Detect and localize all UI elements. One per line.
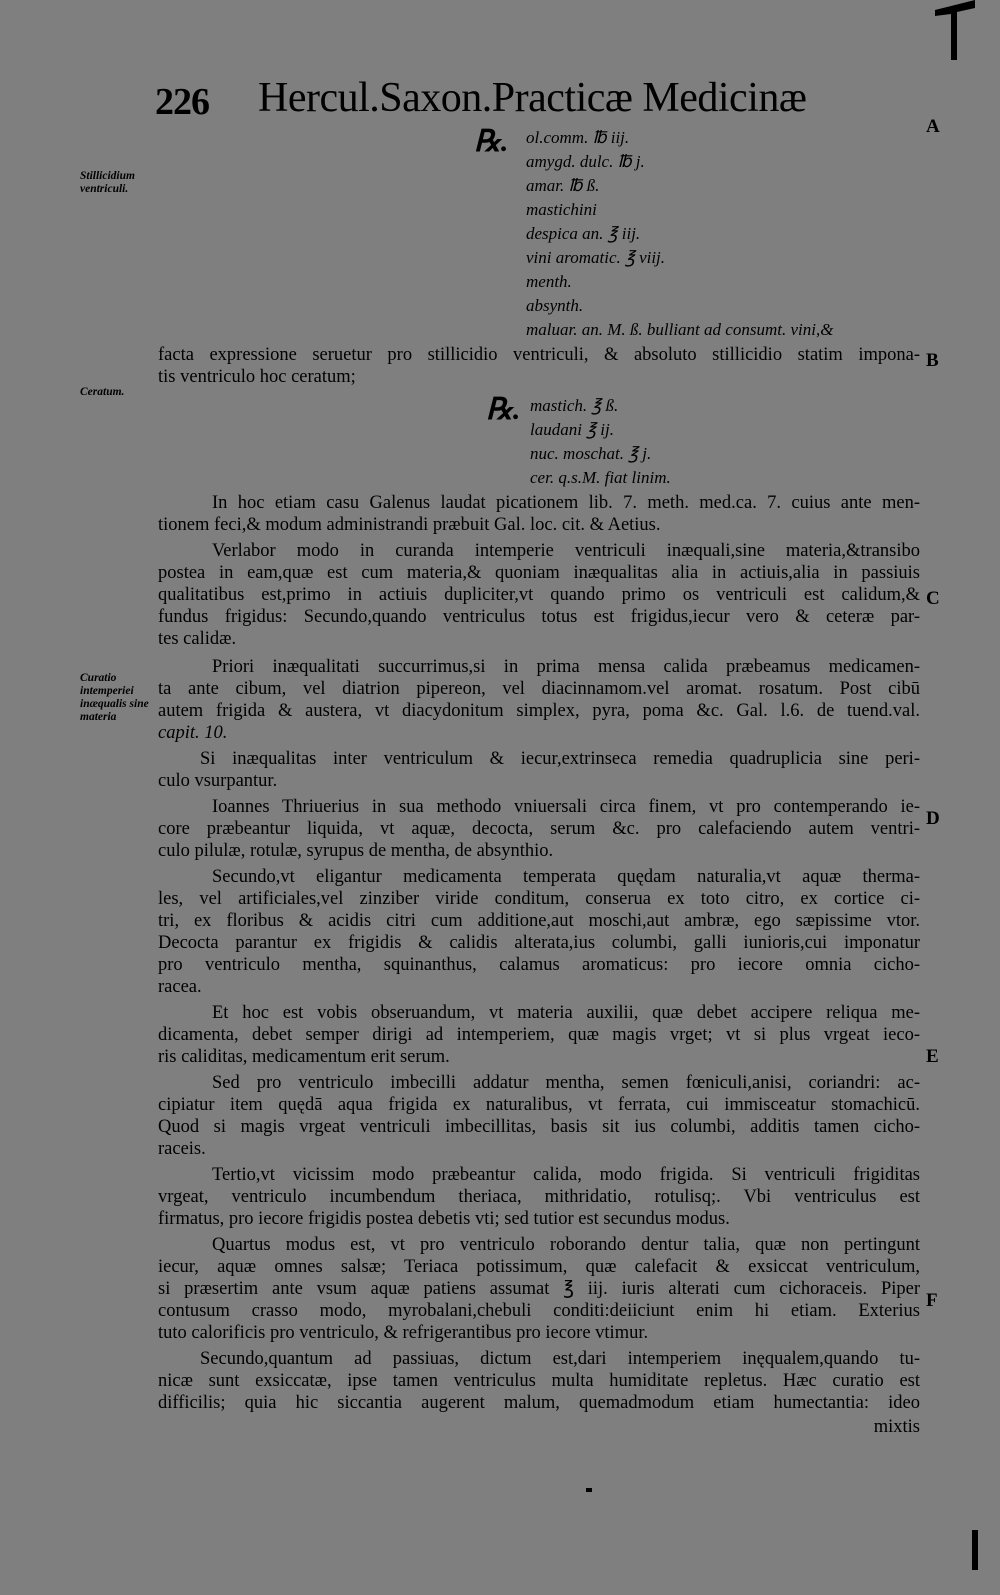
text-line: facta expressione seruetur pro stillicidio ventriculi, & absoluto stillicidio statim impona- <box>158 345 920 365</box>
recipe-ingredient: mastich. ℥ ß. <box>530 396 619 415</box>
text-line: culo vsurpantur. <box>158 771 278 791</box>
text-line: si præsertim ante vsum aquæ patiens assumat ℥ iij. iuris alterati cum cichoraceis. Piper <box>158 1279 920 1299</box>
text-line: tuto calorificis pro ventriculo, & refrigerantibus pro iecore vtimur. <box>158 1323 649 1343</box>
text-line: Secundo,vt eligantur medicamenta temperata quędam naturalia,vt aquæ therma- <box>212 867 920 887</box>
text-line: Decocta parantur ex frigidis & calidis alterata,ius columbi, galli iunioris,cui imponatur <box>158 933 920 953</box>
ink-speck <box>586 1488 592 1492</box>
recipe-ingredient: despica an. ℥ iij. <box>526 224 641 243</box>
text-line: core præbeantur liquida, vt aquæ, decocta, serum &c. pro calefaciendo autem ventri- <box>158 819 920 839</box>
text-line: Priori inæqualitati succurrimus,si in prima mensa calida præbeamus medicamen- <box>212 657 920 677</box>
recipe-ingredient: mastichini <box>526 200 597 219</box>
section-letter-e: E <box>926 1046 939 1067</box>
page-edge-mark <box>972 1530 978 1570</box>
text-line: capit. 10. <box>158 723 228 743</box>
recipe-ingredient: amar. ℔ ß. <box>526 176 600 195</box>
sidenote-curatio: Curatio intemperiei inæqualis sine materia <box>80 672 149 723</box>
running-title: Hercul.Saxon.Practicæ Medicinæ <box>258 75 807 121</box>
recipe-ingredient: vini aromatic. ℥ viij. <box>526 248 666 267</box>
recipe-ingredient: ol.comm. ℔ iij. <box>526 128 630 147</box>
text-line: ris caliditas, medicamentum erit serum. <box>158 1047 450 1067</box>
text-line: difficilis; quia hic siccantia augerent malum, quemadmodum etiam humectantia: ideo <box>158 1393 920 1413</box>
text-line: vrgeat, ventriculo incumbendum theriaca, mithridatio, rotulisq;. Vbi ventriculus est <box>158 1187 920 1207</box>
text-line: nicæ sunt exsiccatæ, ipse tamen ventriculus multa humiditate repletus. Hæc curatio est <box>158 1371 920 1391</box>
recipe-symbol: ℞. <box>486 393 521 426</box>
text-line: Sed pro ventriculo imbecilli addatur mentha, semen fœniculi,anisi, coriandri: ac- <box>212 1073 920 1093</box>
section-letter-b: B <box>926 350 939 371</box>
text-line: postea in eam,quæ est cum materia,& quoniam inæqualitas alia in actiuis,alia in passiuis <box>158 563 920 583</box>
catchword: mixtis <box>873 1417 920 1437</box>
recipe-ingredient: amygd. dulc. ℔ j. <box>526 152 645 171</box>
text-line: les, vel artificiales,vel zinziber viride conditum, conserua ex toto citro, ex cortice ci- <box>158 889 920 909</box>
page-number: 226 <box>155 81 209 123</box>
text-line: fundus frigidus: Secundo,quando ventriculus totus est frigidus,iecur vero & ceteræ par- <box>158 607 920 627</box>
ink-mark-corner <box>935 0 975 60</box>
text-line: tis ventriculo hoc ceratum; <box>158 367 356 387</box>
section-letter-d: D <box>926 808 940 829</box>
text-line: contusum crasso modo, myrobalani,chebuli conditi:deiiciunt enim hi etiam. Exterius <box>158 1301 920 1321</box>
recipe-ingredient: cer. q.s.M. fiat linim. <box>530 468 671 487</box>
text-line: In hoc etiam casu Galenus laudat picationem lib. 7. meth. med.ca. 7. cuius ante men- <box>212 493 920 513</box>
recipe-symbol: ℞. <box>474 125 509 158</box>
sidenote-stillicidium: Stillicidium ventriculi. <box>80 170 135 195</box>
text-line: Si inæqualitas inter ventriculum & iecur,extrinseca remedia quadruplicia sine peri- <box>200 749 920 769</box>
recipe-ingredient: absynth. <box>526 296 584 315</box>
text-line: Et hoc est vobis obseruandum, vt materia auxilii, quæ debet accipere reliqua me- <box>212 1003 920 1023</box>
recipe-ingredient: laudani ℥ ij. <box>530 420 614 439</box>
recipe-ingredient: maluar. an. M. ß. bulliant ad consumt. vini,& <box>526 320 834 339</box>
text-line: racea. <box>158 977 202 997</box>
text-line: culo pilulæ, rotulæ, syrupus de mentha, de absynthio. <box>158 841 554 861</box>
section-letter-c: C <box>926 588 940 609</box>
text-line: cipiatur item quędā aqua frigida ex naturalibus, vt ferrata, cui immisceatur stomachicū. <box>158 1095 920 1115</box>
text-line: Verlabor modo in curanda intemperie ventriculi inæquali,sine materia,&transibo <box>212 541 920 561</box>
text-line: pro ventriculo mentha, squinanthus, calamus aromaticus: pro iecore omnia cicho- <box>158 955 920 975</box>
sidenote-ceratum: Ceratum. <box>80 386 125 398</box>
text-line: Quartus modus est, vt pro ventriculo roborando dentur talia, quæ non pertingunt <box>212 1235 920 1255</box>
text-line: tri, ex floribus & acidis citri cum additione,aut moschi,aut ambræ, ego sæpissime vtor. <box>158 911 920 931</box>
recipe-ingredient: menth. <box>526 272 572 291</box>
text-line: autem frigida & austera, vt diacydonitum simplex, pyra, poma &c. Gal. l.6. de tuend.val. <box>158 701 920 721</box>
text-line: tes calidæ. <box>158 629 237 649</box>
text-line: Ioannes Thriuerius in sua methodo vniuersali circa finem, vt pro contemperando ie- <box>212 797 920 817</box>
text-line: Secundo,quantum ad passiuas, dictum est,dari intemperiem inęqualem,quando tu- <box>200 1349 920 1369</box>
section-letter-f: F <box>926 1290 938 1311</box>
text-line: Tertio,vt vicissim modo præbeantur calida, modo frigida. Si ventriculi frigiditas <box>212 1165 920 1185</box>
text-line: tionem feci,& modum administrandi præbuit Gal. loc. cit. & Aetius. <box>158 515 661 535</box>
text-line: Quod si magis vrgeat ventriculi imbecillitas, basis sit ius columbi, additis tamen cicho- <box>158 1117 920 1137</box>
text-line: dicamenta, debet semper dirigi ad intemperiem, quæ magis vrget; vt si plus vrgeat ieco- <box>158 1025 920 1045</box>
text-line: ta ante cibum, vel diatrion pipereon, vel diacinnamom.vel aromat. rosatum. Post cibū <box>158 679 920 699</box>
section-letter-a: A <box>926 116 940 137</box>
recipe-ingredient: nuc. moschat. ℥ j. <box>530 444 652 463</box>
text-line: iecur, aquæ omnes salsæ; Teriaca potissimum, quæ calefacit & exsiccat ventriculum, <box>158 1257 920 1277</box>
text-line: qualitatibus est,primo in actiuis dupliciter,vt quando primo os ventriculi est calidum,& <box>158 585 920 605</box>
page-header <box>0 74 1000 124</box>
text-line: firmatus, pro iecore frigidis postea debetis vti; sed tutior est secundus modus. <box>158 1209 730 1229</box>
text-line: raceis. <box>158 1139 206 1159</box>
